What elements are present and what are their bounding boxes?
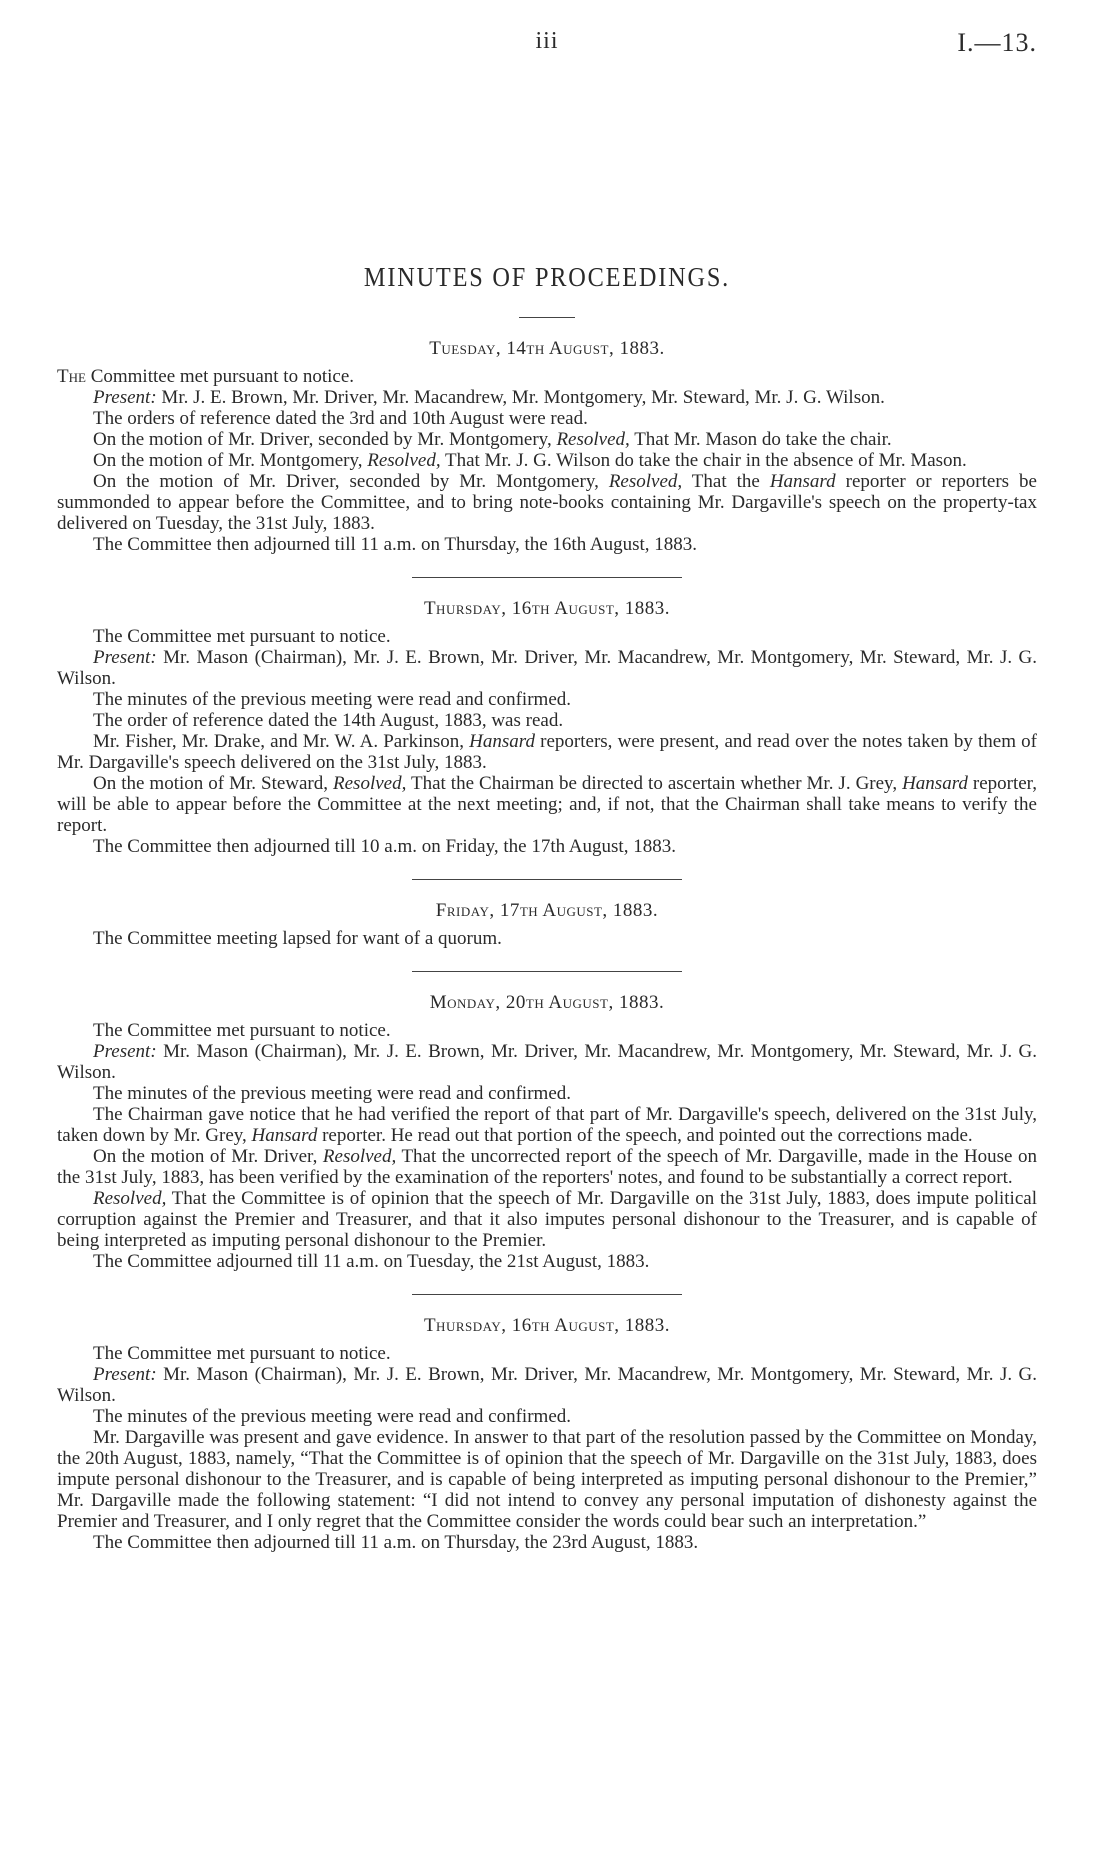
meetings-list bbox=[57, 338, 1037, 1553]
paragraph-emphasis: Resolved, bbox=[556, 429, 630, 450]
meeting-section bbox=[57, 992, 1037, 1272]
paragraph-emphasis: Resolved, bbox=[367, 450, 441, 471]
minute-paragraph bbox=[57, 1532, 1037, 1553]
paragraph-emphasis: Hansard bbox=[902, 773, 968, 794]
meeting-date-heading: Thursday, 16th August, 1883. bbox=[423, 598, 671, 619]
paragraph-text: The Committee met pursuant to notice. bbox=[93, 626, 391, 647]
minute-paragraph bbox=[57, 408, 1037, 429]
paragraph-text: The Committee met pursuant to notice. bbox=[93, 1343, 391, 1364]
minute-paragraph bbox=[57, 928, 1037, 949]
paragraph-text: reporter or reporters be summonded to appear before the Committee, and to bring note-books containing Mr. Dargaville's speech on the property-tax delivered on Tuesday, the 31st July, 1883. bbox=[57, 471, 1037, 534]
paragraph-text: That Mr. Mason do take the chair. bbox=[629, 429, 892, 450]
minute-paragraph bbox=[57, 1083, 1037, 1104]
paragraph-text: Mr. Mason (Chairman), Mr. J. E. Brown, Mr. Driver, Mr. Macandrew, Mr. Montgomery, Mr. Steward, Mr. J. G. Wilson. bbox=[57, 647, 1037, 689]
paragraph-text: Mr. Mason (Chairman), Mr. J. E. Brown, Mr. Driver, Mr. Macandrew, Mr. Montgomery, Mr. Steward, Mr. J. G. Wilson. bbox=[57, 1041, 1037, 1083]
meeting-date-heading: Monday, 20th August, 1883. bbox=[429, 992, 665, 1013]
paragraph-text: Committee met pursuant to notice. bbox=[85, 366, 354, 387]
minute-paragraph bbox=[57, 1343, 1037, 1364]
meeting-section bbox=[57, 1315, 1037, 1553]
paragraph-emphasis: Present: bbox=[93, 1041, 157, 1062]
paragraph-text: That the Committee is of opinion that the speech of Mr. Dargaville on the 31st July, 1883, does impute political corruption against the Premier and Treasurer, and that it also imputes personal dishonour to the Treasurer, and is capable of being interpreted as imputing personal dishonour to the Premier. bbox=[57, 1188, 1037, 1251]
section-separator bbox=[412, 1294, 682, 1295]
paragraph-text: That Mr. J. G. Wilson do take the chair in the absence of Mr. Mason. bbox=[440, 450, 967, 471]
meeting-date-heading: Friday, 17th August, 1883. bbox=[435, 900, 659, 921]
section-separator bbox=[412, 577, 682, 578]
paragraph-text: On the motion of Mr. Driver, seconded by Mr. Montgomery, bbox=[93, 471, 609, 492]
minute-paragraph bbox=[57, 1041, 1037, 1083]
paragraph-text: The Chairman gave notice that he had verified the report of that part of Mr. Dargaville's speech, delivered on the 31st July, taken down by Mr. Grey, bbox=[57, 1104, 1037, 1146]
minute-paragraph bbox=[57, 450, 1037, 471]
minute-paragraph bbox=[57, 689, 1037, 710]
paragraph-text: That the Chairman be directed to ascertain whether Mr. J. Grey, bbox=[406, 773, 903, 794]
paragraph-text: The orders of reference dated the 3rd and 10th August were read. bbox=[93, 408, 588, 429]
paragraph-emphasis: Hansard bbox=[769, 471, 836, 492]
paragraph-text: Mr. Fisher, Mr. Drake, and Mr. W. A. Parkinson, bbox=[93, 731, 470, 752]
paragraph-text: The minutes of the previous meeting were read and confirmed. bbox=[93, 1083, 571, 1104]
minute-paragraph bbox=[57, 1104, 1037, 1146]
paragraph-text: On the motion of Mr. Driver, seconded by Mr. Montgomery, bbox=[93, 429, 557, 450]
minute-paragraph bbox=[57, 1427, 1037, 1532]
paragraph-text: The Committee then adjourned till 11 a.m. on Thursday, the 16th August, 1883. bbox=[93, 534, 698, 555]
paragraph-text: The Committee then adjourned till 11 a.m. on Thursday, the 23rd August, 1883. bbox=[93, 1532, 699, 1553]
section-separator bbox=[412, 971, 682, 972]
paragraph-text: Mr. Mason (Chairman), Mr. J. E. Brown, Mr. Driver, Mr. Macandrew, Mr. Montgomery, Mr. Steward, Mr. J. G. Wilson. bbox=[57, 1364, 1037, 1406]
section-separator bbox=[412, 879, 682, 880]
document-title: MINUTES OF PROCEEDINGS. bbox=[363, 262, 731, 292]
minute-paragraph bbox=[57, 836, 1037, 857]
paragraph-text: On the motion of Mr. Driver, bbox=[93, 1146, 323, 1167]
minute-paragraph bbox=[57, 471, 1037, 534]
paragraph-emphasis: Hansard bbox=[469, 731, 535, 752]
paragraph-emphasis: Present: bbox=[93, 1364, 157, 1385]
minute-paragraph bbox=[57, 1020, 1037, 1041]
document-page bbox=[57, 0, 1037, 1553]
meeting-section bbox=[57, 900, 1037, 949]
paragraph-emphasis: Hansard bbox=[251, 1125, 318, 1146]
paragraph-emphasis: Resolved, bbox=[608, 471, 683, 492]
paragraph-emphasis: Present: bbox=[93, 647, 157, 668]
paragraph-text: The order of reference dated the 14th August, 1883, was read. bbox=[93, 710, 564, 731]
minute-paragraph bbox=[57, 1251, 1037, 1272]
paragraph-emphasis: Resolved, bbox=[333, 773, 407, 794]
minute-paragraph bbox=[57, 773, 1037, 836]
page-header bbox=[57, 28, 1037, 88]
paragraph-emphasis: Resolved, bbox=[322, 1146, 397, 1167]
paragraph-emphasis: Present: bbox=[93, 387, 157, 408]
paragraph-text: Mr. Dargaville was present and gave evidence. In answer to that part of the resolution passed by the Committee on Monday, the 20th August, 1883, namely, “That the Committee is of opinion that the speech of Mr. Dargaville on the 31st July, 1883, does impute personal dishonour to the Treasurer, and is capable of being interpreted as imputing personal dishonour to the Premier,” Mr. Dargaville made the following statement: “I did not intend to convey any personal imputation of dishonesty against the Premier and Treasurer, and I only regret that the Committee consider the words could bear such an interpretation.” bbox=[57, 1427, 1037, 1532]
minute-paragraph bbox=[57, 626, 1037, 647]
paragraph-text: Mr. J. E. Brown, Mr. Driver, Mr. Macandrew, Mr. Montgomery, Mr. Steward, Mr. J. G. Wilson. bbox=[156, 387, 885, 408]
paragraph-text: reporters, were present, and read over the notes taken by them of Mr. Dargaville's speech delivered on the 31st July, 1883. bbox=[57, 731, 1038, 773]
paragraph-text: On the motion of Mr. Steward, bbox=[93, 773, 334, 794]
minute-paragraph bbox=[57, 731, 1037, 773]
meeting-date-heading: Tuesday, 14th August, 1883. bbox=[429, 338, 665, 359]
paragraph-text: On the motion of Mr. Montgomery, bbox=[93, 450, 368, 471]
minute-paragraph bbox=[57, 710, 1037, 731]
minute-paragraph bbox=[57, 1406, 1037, 1427]
paper-reference: I.—13. bbox=[957, 28, 1037, 57]
meeting-date-heading: Thursday, 16th August, 1883. bbox=[423, 1315, 671, 1336]
minute-paragraph bbox=[57, 1188, 1037, 1251]
paragraph-text: reporter, will be able to appear before the Committee at the next meeting; and, if not, that the Chairman shall take means to verify the report. bbox=[57, 773, 1038, 836]
paragraph-lead: The bbox=[57, 366, 86, 387]
minute-paragraph bbox=[57, 429, 1037, 450]
minute-paragraph bbox=[57, 534, 1037, 555]
paragraph-text: That the uncorrected report of the speech of Mr. Dargaville, made in the House on the 31st July, 1883, has been verified by the examination of the reporters' notes, and found to be substantially a correct report. bbox=[57, 1146, 1037, 1188]
paragraph-emphasis: Resolved, bbox=[93, 1188, 167, 1209]
title-rule bbox=[519, 317, 575, 318]
minute-paragraph bbox=[57, 1146, 1037, 1188]
paragraph-text: The Committee meeting lapsed for want of a quorum. bbox=[93, 928, 502, 949]
meeting-section bbox=[57, 338, 1037, 555]
page-folio: iii bbox=[535, 28, 559, 54]
paragraph-text: The Committee adjourned till 11 a.m. on Tuesday, the 21st August, 1883. bbox=[93, 1251, 650, 1272]
paragraph-text: The Committee met pursuant to notice. bbox=[93, 1020, 391, 1041]
paragraph-text: reporter. He read out that portion of the speech, and pointed out the corrections made. bbox=[317, 1125, 973, 1146]
paragraph-text: The Committee then adjourned till 10 a.m. on Friday, the 17th August, 1883. bbox=[93, 836, 676, 857]
minute-paragraph bbox=[57, 366, 1037, 387]
paragraph-text: The minutes of the previous meeting were read and confirmed. bbox=[93, 689, 571, 710]
meeting-section bbox=[57, 598, 1037, 857]
minute-paragraph bbox=[57, 387, 1037, 408]
paragraph-text: The minutes of the previous meeting were read and confirmed. bbox=[93, 1406, 571, 1427]
paragraph-text: That the bbox=[682, 471, 770, 492]
minute-paragraph bbox=[57, 647, 1037, 689]
minute-paragraph bbox=[57, 1364, 1037, 1406]
